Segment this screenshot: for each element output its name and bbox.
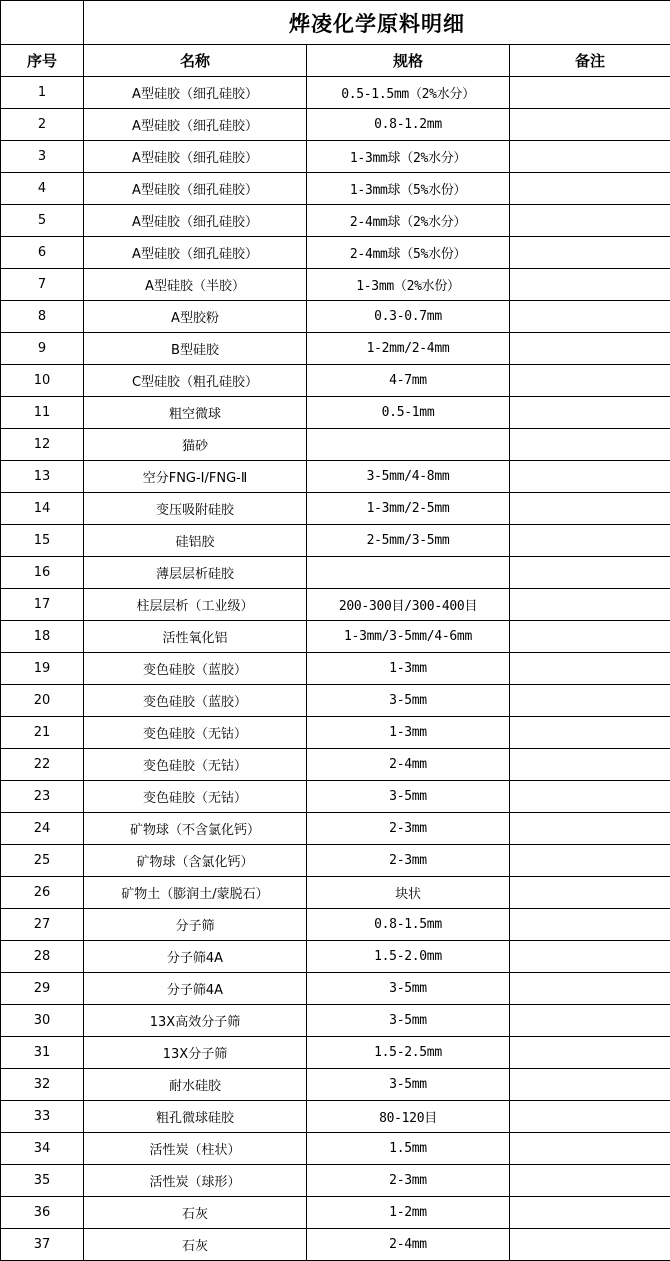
- row-spec-cell: 3-5mm: [307, 1005, 510, 1037]
- table-row: [1, 333, 670, 365]
- row-spec-cell: 1.5mm: [307, 1133, 510, 1165]
- row-spec-cell: 1-3mm球（2%水分）: [307, 141, 510, 173]
- table-row: [1, 1037, 670, 1069]
- row-name-cell: 石灰: [84, 1197, 307, 1229]
- row-note-cell: [510, 685, 670, 717]
- row-name-cell: 石灰: [84, 1229, 307, 1261]
- row-index-cell: 34: [1, 1133, 84, 1165]
- row-note-cell: [510, 1133, 670, 1165]
- row-spec-cell: 0.3-0.7mm: [307, 301, 510, 333]
- row-index-cell: 33: [1, 1101, 84, 1133]
- row-note-cell: [510, 941, 670, 973]
- row-spec-cell: 0.8-1.5mm: [307, 909, 510, 941]
- row-index-cell: 36: [1, 1197, 84, 1229]
- row-spec-cell: 1-2mm: [307, 1197, 510, 1229]
- row-name-cell: 矿物球（含氯化钙）: [84, 845, 307, 877]
- table-row: [1, 781, 670, 813]
- row-name-cell: A型胶粉: [84, 301, 307, 333]
- row-spec-cell: 2-3mm: [307, 813, 510, 845]
- table-row: [1, 813, 670, 845]
- row-note-cell: [510, 365, 670, 397]
- header-row: [1, 45, 670, 77]
- row-name-cell: 耐水硅胶: [84, 1069, 307, 1101]
- table-row: [1, 141, 670, 173]
- row-note-cell: [510, 973, 670, 1005]
- row-index-cell: 2: [1, 109, 84, 141]
- row-note-cell: [510, 333, 670, 365]
- table-row: [1, 493, 670, 525]
- row-spec-cell: 0.5-1.5mm（2%水分）: [307, 77, 510, 109]
- row-index-cell: 7: [1, 269, 84, 301]
- row-spec-cell: 2-3mm: [307, 845, 510, 877]
- row-note-cell: [510, 461, 670, 493]
- row-name-cell: A型硅胶（细孔硅胶）: [84, 109, 307, 141]
- row-index-cell: 18: [1, 621, 84, 653]
- row-spec-cell: 3-5mm/4-8mm: [307, 461, 510, 493]
- row-index-cell: 23: [1, 781, 84, 813]
- row-spec-cell: 1-2mm/2-4mm: [307, 333, 510, 365]
- row-spec-cell: 2-4mm: [307, 749, 510, 781]
- row-index-cell: 8: [1, 301, 84, 333]
- table-row: [1, 301, 670, 333]
- row-spec-cell: 2-4mm球（5%水份）: [307, 237, 510, 269]
- row-spec-cell: 0.8-1.2mm: [307, 109, 510, 141]
- table-row: [1, 461, 670, 493]
- row-spec-cell: 1-3mm（2%水份）: [307, 269, 510, 301]
- header-spec: 规格: [307, 45, 510, 77]
- row-note-cell: [510, 781, 670, 813]
- row-note-cell: [510, 429, 670, 461]
- row-spec-cell: 块状: [307, 877, 510, 909]
- table-row: [1, 1069, 670, 1101]
- row-note-cell: [510, 717, 670, 749]
- row-index-cell: 9: [1, 333, 84, 365]
- row-name-cell: 变色硅胶（无钴）: [84, 781, 307, 813]
- row-name-cell: A型硅胶（细孔硅胶）: [84, 237, 307, 269]
- table-row: [1, 973, 670, 1005]
- row-index-cell: 32: [1, 1069, 84, 1101]
- row-note-cell: [510, 749, 670, 781]
- title-blank-cell: [1, 1, 84, 45]
- table-row: [1, 1133, 670, 1165]
- row-spec-cell: 3-5mm: [307, 1069, 510, 1101]
- row-spec-cell: 3-5mm: [307, 685, 510, 717]
- row-note-cell: [510, 1069, 670, 1101]
- header-name: 名称: [84, 45, 307, 77]
- row-spec-cell: 4-7mm: [307, 365, 510, 397]
- table-row: [1, 429, 670, 461]
- table-row: [1, 1005, 670, 1037]
- row-note-cell: [510, 1229, 670, 1261]
- row-name-cell: 变色硅胶（无钴）: [84, 749, 307, 781]
- row-index-cell: 15: [1, 525, 84, 557]
- row-name-cell: 活性氧化铝: [84, 621, 307, 653]
- row-name-cell: A型硅胶（细孔硅胶）: [84, 141, 307, 173]
- row-spec-cell: 2-5mm/3-5mm: [307, 525, 510, 557]
- table-row: [1, 77, 670, 109]
- row-name-cell: B型硅胶: [84, 333, 307, 365]
- row-spec-cell: 2-3mm: [307, 1165, 510, 1197]
- table-row: [1, 1101, 670, 1133]
- row-name-cell: 分子筛: [84, 909, 307, 941]
- table-row: [1, 205, 670, 237]
- table-row: [1, 269, 670, 301]
- row-index-cell: 27: [1, 909, 84, 941]
- header-note: 备注: [510, 45, 670, 77]
- row-name-cell: A型硅胶（半胶）: [84, 269, 307, 301]
- row-spec-cell: 2-4mm球（2%水分）: [307, 205, 510, 237]
- table-row: [1, 845, 670, 877]
- row-index-cell: 26: [1, 877, 84, 909]
- table-row: [1, 1197, 670, 1229]
- row-index-cell: 20: [1, 685, 84, 717]
- row-note-cell: [510, 1165, 670, 1197]
- table-row: [1, 365, 670, 397]
- table-row: [1, 557, 670, 589]
- row-spec-cell: 1-3mm/2-5mm: [307, 493, 510, 525]
- row-note-cell: [510, 1101, 670, 1133]
- row-index-cell: 30: [1, 1005, 84, 1037]
- row-spec-cell: 2-4mm: [307, 1229, 510, 1261]
- row-index-cell: 14: [1, 493, 84, 525]
- row-name-cell: 柱层层析（工业级）: [84, 589, 307, 621]
- row-name-cell: 矿物土（膨润土/蒙脱石）: [84, 877, 307, 909]
- row-name-cell: 活性炭（球形）: [84, 1165, 307, 1197]
- row-name-cell: 变色硅胶（无钴）: [84, 717, 307, 749]
- row-index-cell: 5: [1, 205, 84, 237]
- row-index-cell: 25: [1, 845, 84, 877]
- row-index-cell: 35: [1, 1165, 84, 1197]
- row-index-cell: 3: [1, 141, 84, 173]
- row-note-cell: [510, 301, 670, 333]
- row-name-cell: 薄层层析硅胶: [84, 557, 307, 589]
- row-index-cell: 1: [1, 77, 84, 109]
- row-spec-cell: 3-5mm: [307, 781, 510, 813]
- row-name-cell: 活性炭（柱状）: [84, 1133, 307, 1165]
- row-note-cell: [510, 845, 670, 877]
- row-note-cell: [510, 525, 670, 557]
- row-note-cell: [510, 653, 670, 685]
- row-name-cell: 13X高效分子筛: [84, 1005, 307, 1037]
- table-row: [1, 1165, 670, 1197]
- table-body: [1, 77, 670, 1261]
- table-row: [1, 525, 670, 557]
- table-row: [1, 909, 670, 941]
- table-row: [1, 589, 670, 621]
- row-index-cell: 29: [1, 973, 84, 1005]
- row-index-cell: 12: [1, 429, 84, 461]
- row-note-cell: [510, 109, 670, 141]
- row-name-cell: 粗孔微球硅胶: [84, 1101, 307, 1133]
- header-index: 序号: [1, 45, 84, 77]
- row-spec-cell: 1.5-2.5mm: [307, 1037, 510, 1069]
- table-row: [1, 717, 670, 749]
- row-note-cell: [510, 909, 670, 941]
- table-row: [1, 173, 670, 205]
- row-index-cell: 37: [1, 1229, 84, 1261]
- title-row: [1, 1, 670, 45]
- table-row: [1, 749, 670, 781]
- row-name-cell: 变色硅胶（蓝胶）: [84, 685, 307, 717]
- row-name-cell: A型硅胶（细孔硅胶）: [84, 77, 307, 109]
- sheet-title: 烨凌化学原料明细: [84, 1, 670, 45]
- row-note-cell: [510, 1005, 670, 1037]
- row-name-cell: 粗空微球: [84, 397, 307, 429]
- row-name-cell: 矿物球（不含氯化钙）: [84, 813, 307, 845]
- row-note-cell: [510, 141, 670, 173]
- row-spec-cell: [307, 429, 510, 461]
- row-spec-cell: 1-3mm: [307, 653, 510, 685]
- table-row: [1, 941, 670, 973]
- row-index-cell: 4: [1, 173, 84, 205]
- row-note-cell: [510, 1037, 670, 1069]
- row-index-cell: 11: [1, 397, 84, 429]
- row-note-cell: [510, 205, 670, 237]
- row-name-cell: 13X分子筛: [84, 1037, 307, 1069]
- row-name-cell: 分子筛4A: [84, 973, 307, 1005]
- table-row: [1, 109, 670, 141]
- row-name-cell: C型硅胶（粗孔硅胶）: [84, 365, 307, 397]
- row-note-cell: [510, 269, 670, 301]
- row-name-cell: 空分FNG-Ⅰ/FNG-Ⅱ: [84, 461, 307, 493]
- row-note-cell: [510, 557, 670, 589]
- row-spec-cell: 80-120目: [307, 1101, 510, 1133]
- row-note-cell: [510, 493, 670, 525]
- row-note-cell: [510, 173, 670, 205]
- table-row: [1, 685, 670, 717]
- row-spec-cell: [307, 557, 510, 589]
- row-note-cell: [510, 77, 670, 109]
- row-index-cell: 10: [1, 365, 84, 397]
- table-row: [1, 1229, 670, 1261]
- row-index-cell: 17: [1, 589, 84, 621]
- row-note-cell: [510, 877, 670, 909]
- table-row: [1, 397, 670, 429]
- row-spec-cell: 1-3mm: [307, 717, 510, 749]
- row-index-cell: 31: [1, 1037, 84, 1069]
- row-spec-cell: 3-5mm: [307, 973, 510, 1005]
- row-note-cell: [510, 1197, 670, 1229]
- row-index-cell: 28: [1, 941, 84, 973]
- row-index-cell: 6: [1, 237, 84, 269]
- row-name-cell: 硅铝胶: [84, 525, 307, 557]
- row-note-cell: [510, 589, 670, 621]
- row-index-cell: 24: [1, 813, 84, 845]
- row-note-cell: [510, 237, 670, 269]
- row-index-cell: 13: [1, 461, 84, 493]
- row-spec-cell: 200-300目/300-400目: [307, 589, 510, 621]
- row-spec-cell: 1-3mm/3-5mm/4-6mm: [307, 621, 510, 653]
- row-note-cell: [510, 397, 670, 429]
- row-index-cell: 19: [1, 653, 84, 685]
- table-row: [1, 621, 670, 653]
- row-spec-cell: 1-3mm球（5%水份）: [307, 173, 510, 205]
- row-spec-cell: 1.5-2.0mm: [307, 941, 510, 973]
- row-name-cell: A型硅胶（细孔硅胶）: [84, 173, 307, 205]
- row-note-cell: [510, 813, 670, 845]
- table-row: [1, 653, 670, 685]
- table-row: [1, 237, 670, 269]
- row-name-cell: 变压吸附硅胶: [84, 493, 307, 525]
- row-index-cell: 22: [1, 749, 84, 781]
- row-name-cell: 猫砂: [84, 429, 307, 461]
- table-row: [1, 877, 670, 909]
- row-name-cell: 分子筛4A: [84, 941, 307, 973]
- row-index-cell: 16: [1, 557, 84, 589]
- row-index-cell: 21: [1, 717, 84, 749]
- row-spec-cell: 0.5-1mm: [307, 397, 510, 429]
- row-name-cell: A型硅胶（细孔硅胶）: [84, 205, 307, 237]
- row-name-cell: 变色硅胶（蓝胶）: [84, 653, 307, 685]
- row-note-cell: [510, 621, 670, 653]
